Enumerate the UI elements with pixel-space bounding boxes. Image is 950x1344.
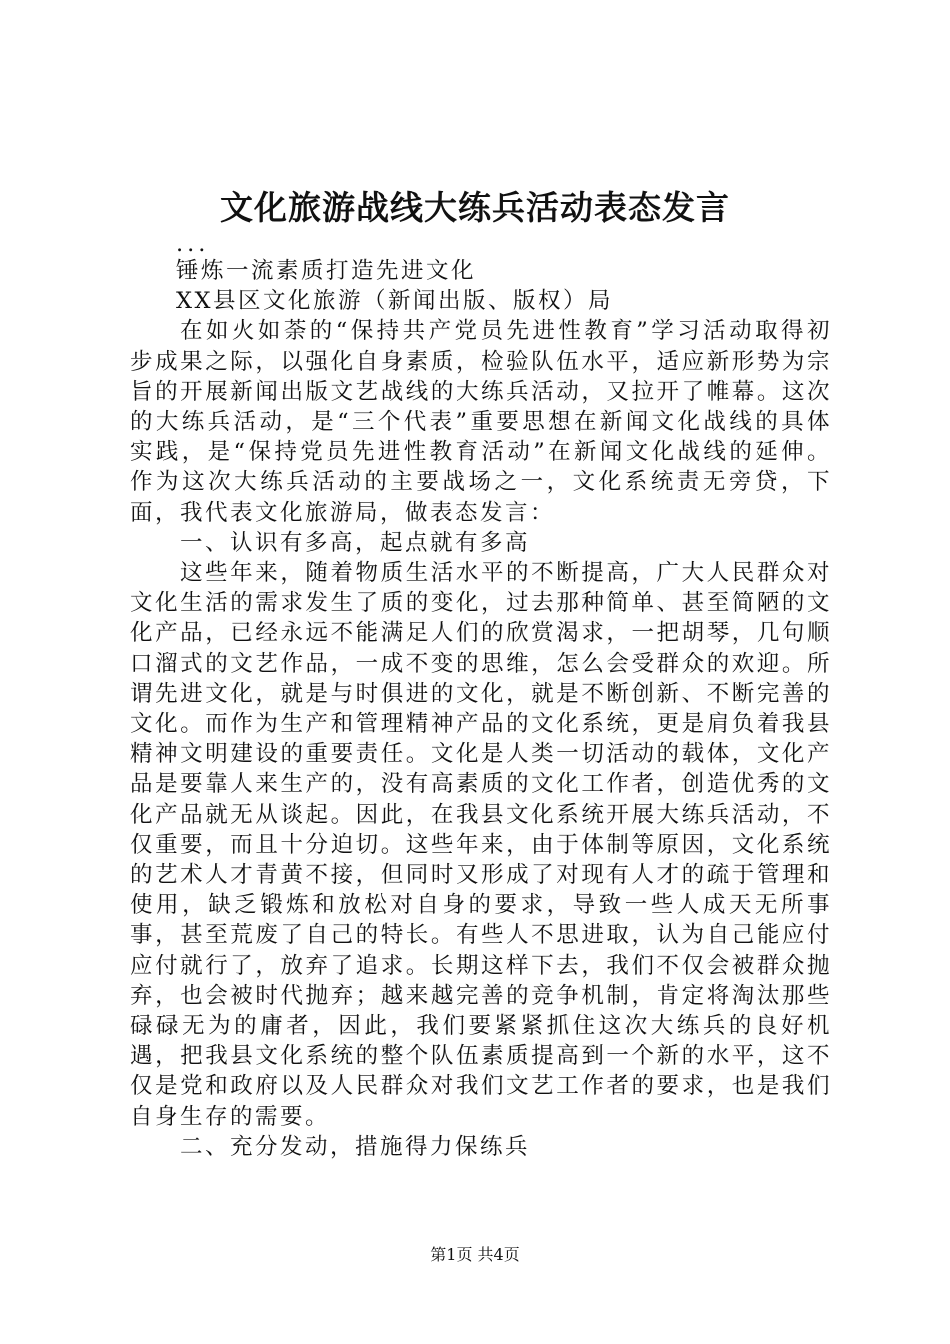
document-body (130, 232, 832, 1162)
paragraph-section-1: 这些年来，随着物质生活水平的不断提高，广大人民群众对文化生活的需求发生了质的变化，过去那种简单、甚至简陋的文化产品，已经永远不能满足人们的欣赏渴求，一把胡琴，几句顺口溜式的文艺作品，一成不变的思维，怎么会受群众的欢迎。所谓先进文化，就是与时俱进的文化，就是不断创新、不断完善的文化。而作为生产和管理精神产品的文化系统，更是肩负着我县精神文明建设的重要责任。文化是人类一切活动的载体，文化产品是要靠人来生产的，没有高素质的文化工作者，创造优秀的文化产品就无从谈起。因此，在我县文化系统开展大练兵活动，不仅重要，而且十分迫切。这些年来，由于体制等原因，文化系统的艺术人才青黄不接，但同时又形成了对现有人才的疏于管理和使用，缺乏锻炼和放松对自身的要求，导致一些人成天无所事事，甚至荒废了自己的特长。有些人不思进取，认为自己能应付应付就行了，放弃了追求。长期这样下去，我们不仅会被群众抛弃，也会被时代抛弃；越来越完善的竞争机制，肯定将淘汰那些碌碌无为的庸者，因此，我们要紧紧抓住这次大练兵的良好机遇，把我县文化系统的整个队伍素质提高到一个新的水平，这不仅是党和政府以及人民群众对我们文艺工作者的要求，也是我们自身生存的需要。 (130, 560, 832, 1130)
section-heading-2: 二、充分发动，措施得力保练兵 (180, 1133, 531, 1160)
issuing-organization: XX县区文化旅游（新闻出版、版权）局 (176, 288, 614, 315)
ellipsis-marker: ... (176, 231, 210, 257)
document-subtitle: 锤炼一流素质打造先进文化 (176, 258, 477, 284)
page-footer: 第1页 共4页 (430, 1245, 520, 1264)
paragraph-intro: 在如火如荼的“保持共产党员先进性教育”学习活动取得初步成果之际，以强化自身素质，检验队伍水平，适应新形势为宗旨的开展新闻出版文艺战线的大练兵活动，又拉开了帷幕。这次的大练兵活动，是“三个代表”重要思想在新闻文化战线的具体实践，是“保持党员先进性教育活动”在新闻文化战线的延伸。作为这次大练兵活动的主要战场之一，文化系统责无旁贷，下面，我代表文化旅游局，做表态发言： (130, 318, 832, 526)
section-heading-1: 一、认识有多高，起点就有多高 (180, 529, 531, 556)
document-title: 文化旅游战线大练兵活动表态发言 (220, 188, 730, 227)
